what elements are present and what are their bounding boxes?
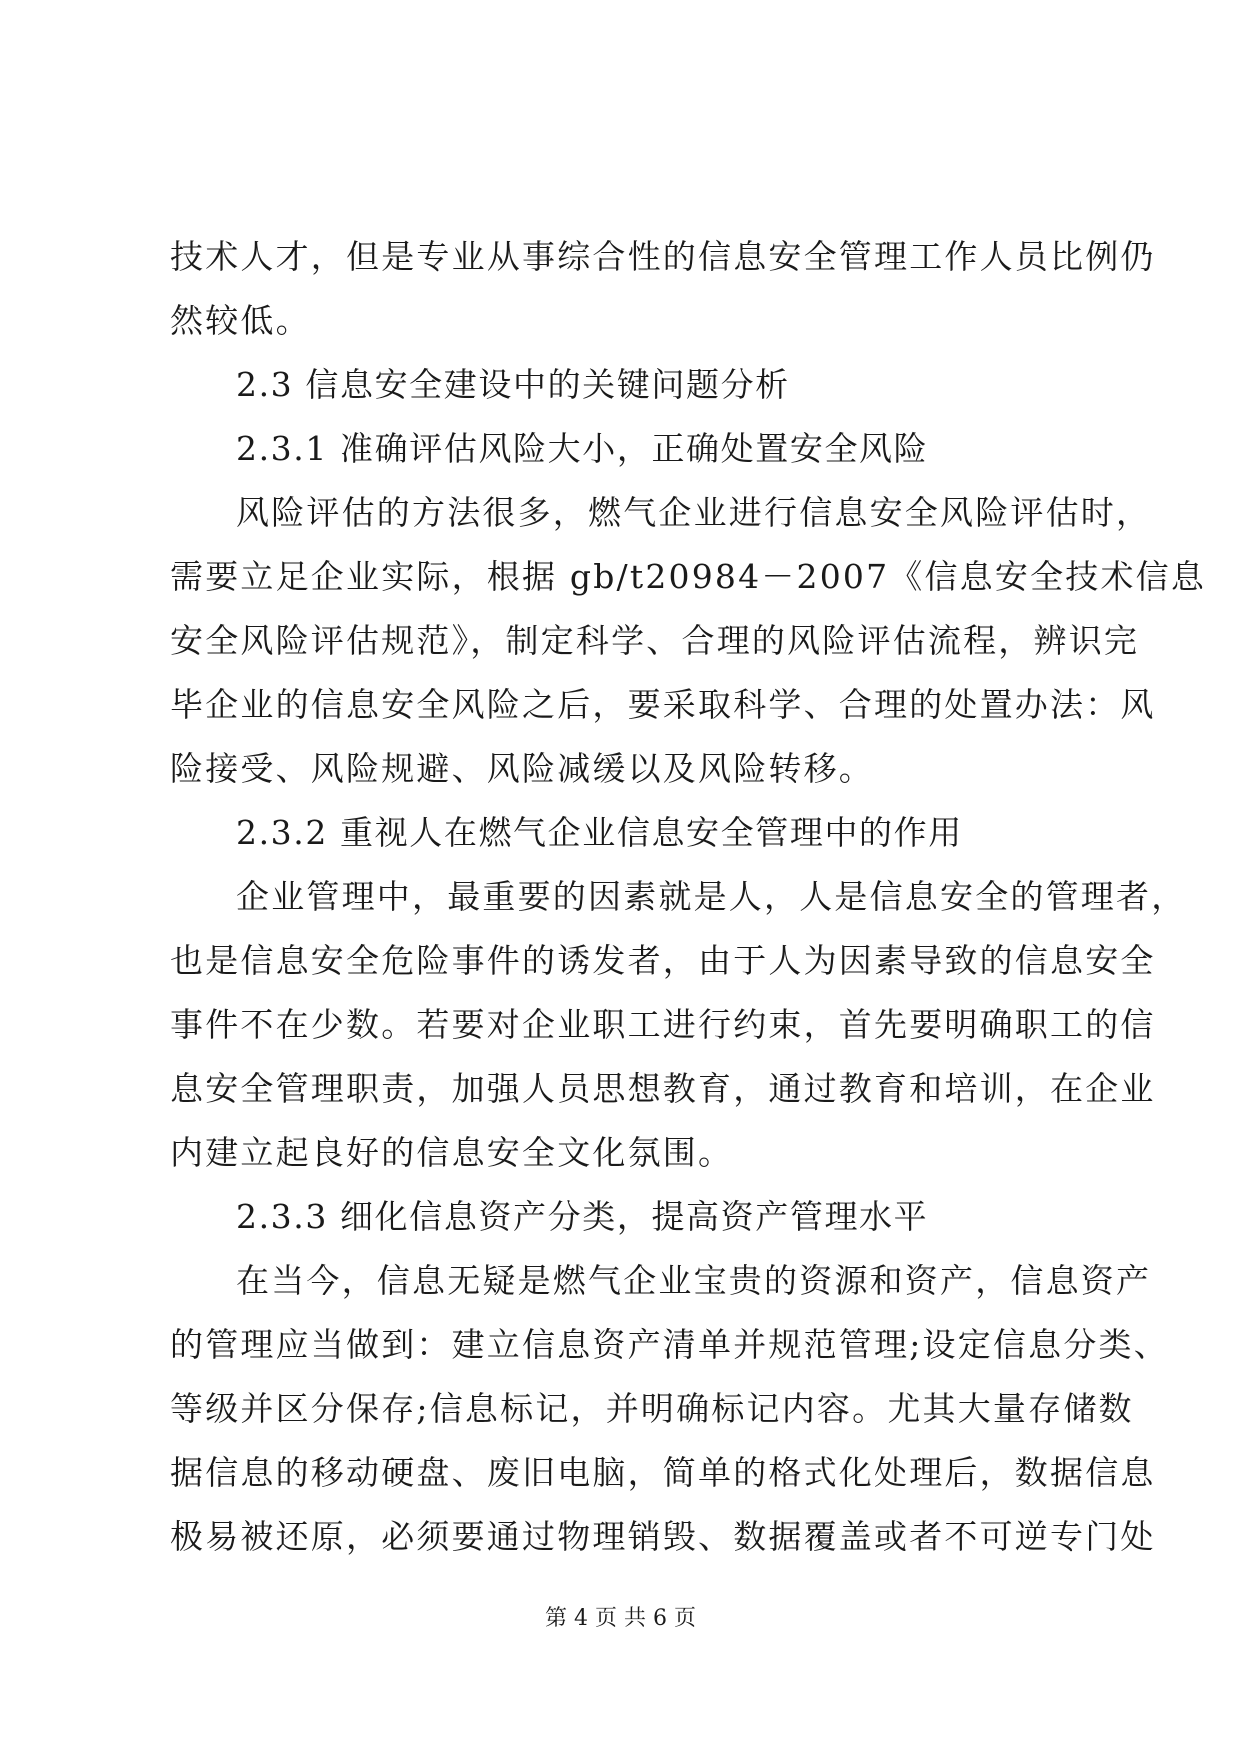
section-heading: 2.3 信息安全建设中的关键问题分析	[236, 365, 790, 404]
text-line: 也是信息安全危险事件的诱发者，由于人为因素导致的信息安全	[170, 941, 1156, 980]
text-line: 的管理应当做到：建立信息资产清单并规范管理;设定信息分类、	[170, 1325, 1169, 1364]
text-line: 据信息的移动硬盘、废旧电脑，简单的格式化处理后，数据信息	[170, 1453, 1156, 1492]
text-line: 需要立足企业实际，根据 gb/t20984－2007《信息安全技术信息	[170, 557, 1207, 596]
text-line: 事件不在少数。若要对企业职工进行约束，首先要明确职工的信	[170, 1005, 1156, 1044]
text-line: 风险评估的方法很多，燃气企业进行信息安全风险评估时，	[236, 493, 1152, 532]
document-body	[170, 225, 1207, 1569]
text-line: 内建立起良好的信息安全文化氛围。	[170, 1133, 734, 1172]
text-line: 技术人才，但是专业从事综合性的信息安全管理工作人员比例仍	[170, 237, 1156, 276]
text-line: 息安全管理职责，加强人员思想教育，通过教育和培训，在企业	[170, 1069, 1156, 1108]
text-line: 等级并区分保存;信息标记，并明确标记内容。尤其大量存储数	[170, 1389, 1134, 1428]
subsection-heading: 2.3.2 重视人在燃气企业信息安全管理中的作用	[236, 813, 963, 852]
subsection-heading: 2.3.3 细化信息资产分类，提高资产管理水平	[236, 1197, 929, 1236]
subsection-heading: 2.3.1 准确评估风险大小，正确处置安全风险	[236, 429, 929, 468]
text-line: 极易被还原，必须要通过物理销毁、数据覆盖或者不可逆专门处	[170, 1517, 1156, 1556]
text-line: 然较低。	[170, 301, 311, 340]
text-line: 安全风险评估规范》，制定科学、合理的风险评估流程，辨识完	[170, 621, 1140, 660]
page-number-footer: 第 4 页 共 6 页	[545, 1606, 696, 1631]
text-line: 企业管理中，最重要的因素就是人，人是信息安全的管理者，	[236, 877, 1187, 916]
text-line: 毕企业的信息安全风险之后，要采取科学、合理的处置办法：风	[170, 685, 1156, 724]
text-line: 险接受、风险规避、风险减缓以及风险转移。	[170, 749, 874, 788]
text-line: 在当今，信息无疑是燃气企业宝贵的资源和资产，信息资产	[236, 1261, 1152, 1300]
